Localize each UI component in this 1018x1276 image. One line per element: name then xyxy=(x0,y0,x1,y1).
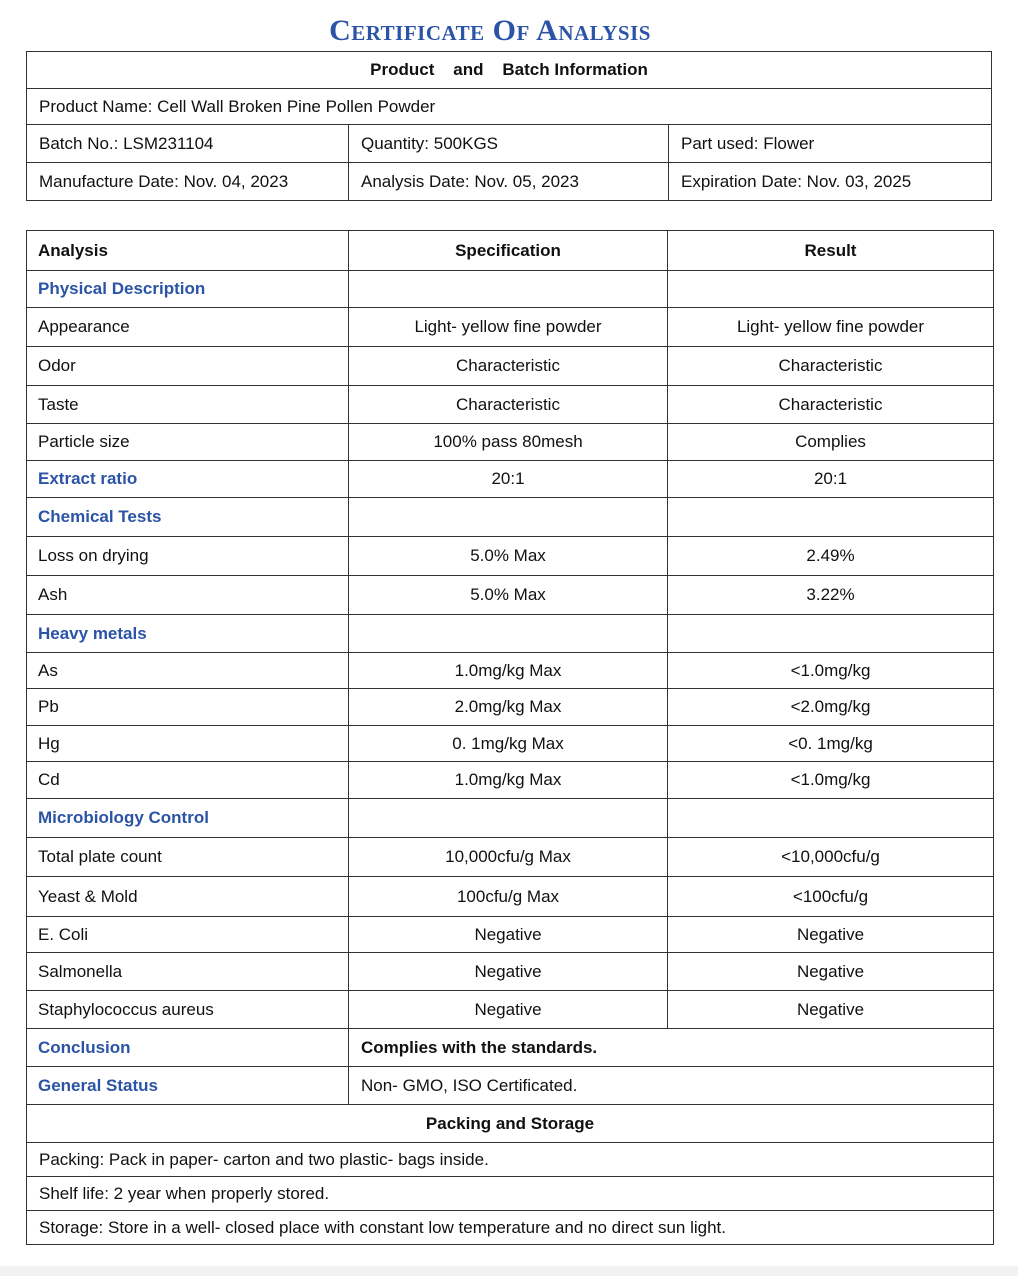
table-row xyxy=(27,653,994,689)
result-cell xyxy=(668,271,994,308)
section-heading: Extract ratio xyxy=(27,461,349,498)
section-heading: Physical Description xyxy=(27,271,349,308)
analysis-table xyxy=(26,230,994,1245)
spec-cell xyxy=(349,271,668,308)
table-row xyxy=(27,877,994,917)
spec-cell xyxy=(349,799,668,838)
table-row xyxy=(27,762,994,799)
section-heading: Heavy metals xyxy=(27,615,349,653)
part-used-cell: Part used: Flower xyxy=(669,125,992,163)
general-status-value: Non- GMO, ISO Certificated. xyxy=(349,1067,994,1105)
analysis-cell: Salmonella xyxy=(27,953,349,991)
analysis-cell: Particle size xyxy=(27,424,349,461)
expiration-date-cell: Expiration Date: Nov. 03, 2025 xyxy=(669,163,992,201)
product-name-cell: Product Name: Cell Wall Broken Pine Pollen Powder xyxy=(27,89,992,125)
table-row xyxy=(27,537,994,576)
analysis-cell: Yeast & Mold xyxy=(27,877,349,917)
table-row xyxy=(27,271,994,308)
table-row xyxy=(27,917,994,953)
spec-cell: 2.0mg/kg Max xyxy=(349,689,668,726)
document-title: Certificate Of Analysis xyxy=(329,14,651,47)
packing-row xyxy=(27,1143,994,1177)
table-row xyxy=(27,347,994,386)
spec-cell: 20:1 xyxy=(349,461,668,498)
result-cell xyxy=(668,615,994,653)
analysis-cell: E. Coli xyxy=(27,917,349,953)
general-status-label: General Status xyxy=(27,1067,349,1105)
analysis-cell: Cd xyxy=(27,762,349,799)
section-heading: Chemical Tests xyxy=(27,498,349,537)
table-row xyxy=(27,799,994,838)
table-row xyxy=(27,838,994,877)
analysis-cell: Staphylococcus aureus xyxy=(27,991,349,1029)
conclusion-label: Conclusion xyxy=(27,1029,349,1067)
header-result: Result xyxy=(668,231,994,271)
result-cell: 2.49% xyxy=(668,537,994,576)
analysis-cell: Ash xyxy=(27,576,349,615)
table-row xyxy=(27,991,994,1029)
table-row xyxy=(27,498,994,537)
product-batch-header-text: Product and Batch Information xyxy=(370,60,648,79)
spec-cell: 100% pass 80mesh xyxy=(349,424,668,461)
table-row xyxy=(27,461,994,498)
table-row xyxy=(27,726,994,762)
result-cell: 20:1 xyxy=(668,461,994,498)
result-cell: Negative xyxy=(668,917,994,953)
product-batch-info-table xyxy=(26,51,992,201)
analysis-cell: Appearance xyxy=(27,308,349,347)
table-row xyxy=(27,615,994,653)
result-cell: Characteristic xyxy=(668,386,994,424)
table-row xyxy=(27,308,994,347)
storage-text: Storage: Store in a well- closed place with constant low temperature and no direct sun light. xyxy=(27,1211,994,1245)
conclusion-value: Complies with the standards. xyxy=(349,1029,994,1067)
spec-cell xyxy=(349,615,668,653)
spec-cell: Light- yellow fine powder xyxy=(349,308,668,347)
conclusion-row xyxy=(27,1029,994,1067)
packing-storage-header: Packing and Storage xyxy=(27,1105,994,1143)
packing-storage-header-row xyxy=(27,1105,994,1143)
shelf-life-row xyxy=(27,1177,994,1211)
result-cell: <1.0mg/kg xyxy=(668,762,994,799)
header-analysis: Analysis xyxy=(27,231,349,271)
analysis-date-cell: Analysis Date: Nov. 05, 2023 xyxy=(349,163,669,201)
analysis-cell: Total plate count xyxy=(27,838,349,877)
result-cell: <0. 1mg/kg xyxy=(668,726,994,762)
spec-cell xyxy=(349,498,668,537)
result-cell: Light- yellow fine powder xyxy=(668,308,994,347)
result-cell xyxy=(668,799,994,838)
section-heading: Microbiology Control xyxy=(27,799,349,838)
result-cell: Complies xyxy=(668,424,994,461)
general-status-row xyxy=(27,1067,994,1105)
spec-cell: 1.0mg/kg Max xyxy=(349,653,668,689)
product-batch-header xyxy=(27,52,992,89)
table-row xyxy=(27,576,994,615)
analysis-cell: Pb xyxy=(27,689,349,726)
manufacture-date-cell: Manufacture Date: Nov. 04, 2023 xyxy=(27,163,349,201)
header-specification: Specification xyxy=(349,231,668,271)
spec-cell: 100cfu/g Max xyxy=(349,877,668,917)
analysis-cell: Taste xyxy=(27,386,349,424)
spec-cell: Characteristic xyxy=(349,347,668,386)
spec-cell: Negative xyxy=(349,991,668,1029)
page-bottom-edge xyxy=(0,1266,1018,1276)
table-row xyxy=(27,386,994,424)
packing-text: Packing: Pack in paper- carton and two plastic- bags inside. xyxy=(27,1143,994,1177)
spec-cell: 1.0mg/kg Max xyxy=(349,762,668,799)
table-row xyxy=(27,424,994,461)
spec-cell: 5.0% Max xyxy=(349,576,668,615)
quantity-cell: Quantity: 500KGS xyxy=(349,125,669,163)
result-cell: <2.0mg/kg xyxy=(668,689,994,726)
spec-cell: 5.0% Max xyxy=(349,537,668,576)
storage-row xyxy=(27,1211,994,1245)
result-cell: Negative xyxy=(668,991,994,1029)
spec-cell: 0. 1mg/kg Max xyxy=(349,726,668,762)
analysis-header-row xyxy=(27,231,994,271)
spec-cell: Negative xyxy=(349,917,668,953)
batch-no-cell: Batch No.: LSM231104 xyxy=(27,125,349,163)
result-cell: 3.22% xyxy=(668,576,994,615)
spec-cell: Characteristic xyxy=(349,386,668,424)
shelf-life-text: Shelf life: 2 year when properly stored. xyxy=(27,1177,994,1211)
result-cell: Negative xyxy=(668,953,994,991)
spec-cell: Negative xyxy=(349,953,668,991)
spec-cell: 10,000cfu/g Max xyxy=(349,838,668,877)
result-cell xyxy=(668,498,994,537)
result-cell: <10,000cfu/g xyxy=(668,838,994,877)
result-cell: <100cfu/g xyxy=(668,877,994,917)
analysis-cell: Loss on drying xyxy=(27,537,349,576)
analysis-cell: Hg xyxy=(27,726,349,762)
table-row xyxy=(27,953,994,991)
result-cell: Characteristic xyxy=(668,347,994,386)
table-row xyxy=(27,689,994,726)
analysis-cell: As xyxy=(27,653,349,689)
analysis-cell: Odor xyxy=(27,347,349,386)
result-cell: <1.0mg/kg xyxy=(668,653,994,689)
